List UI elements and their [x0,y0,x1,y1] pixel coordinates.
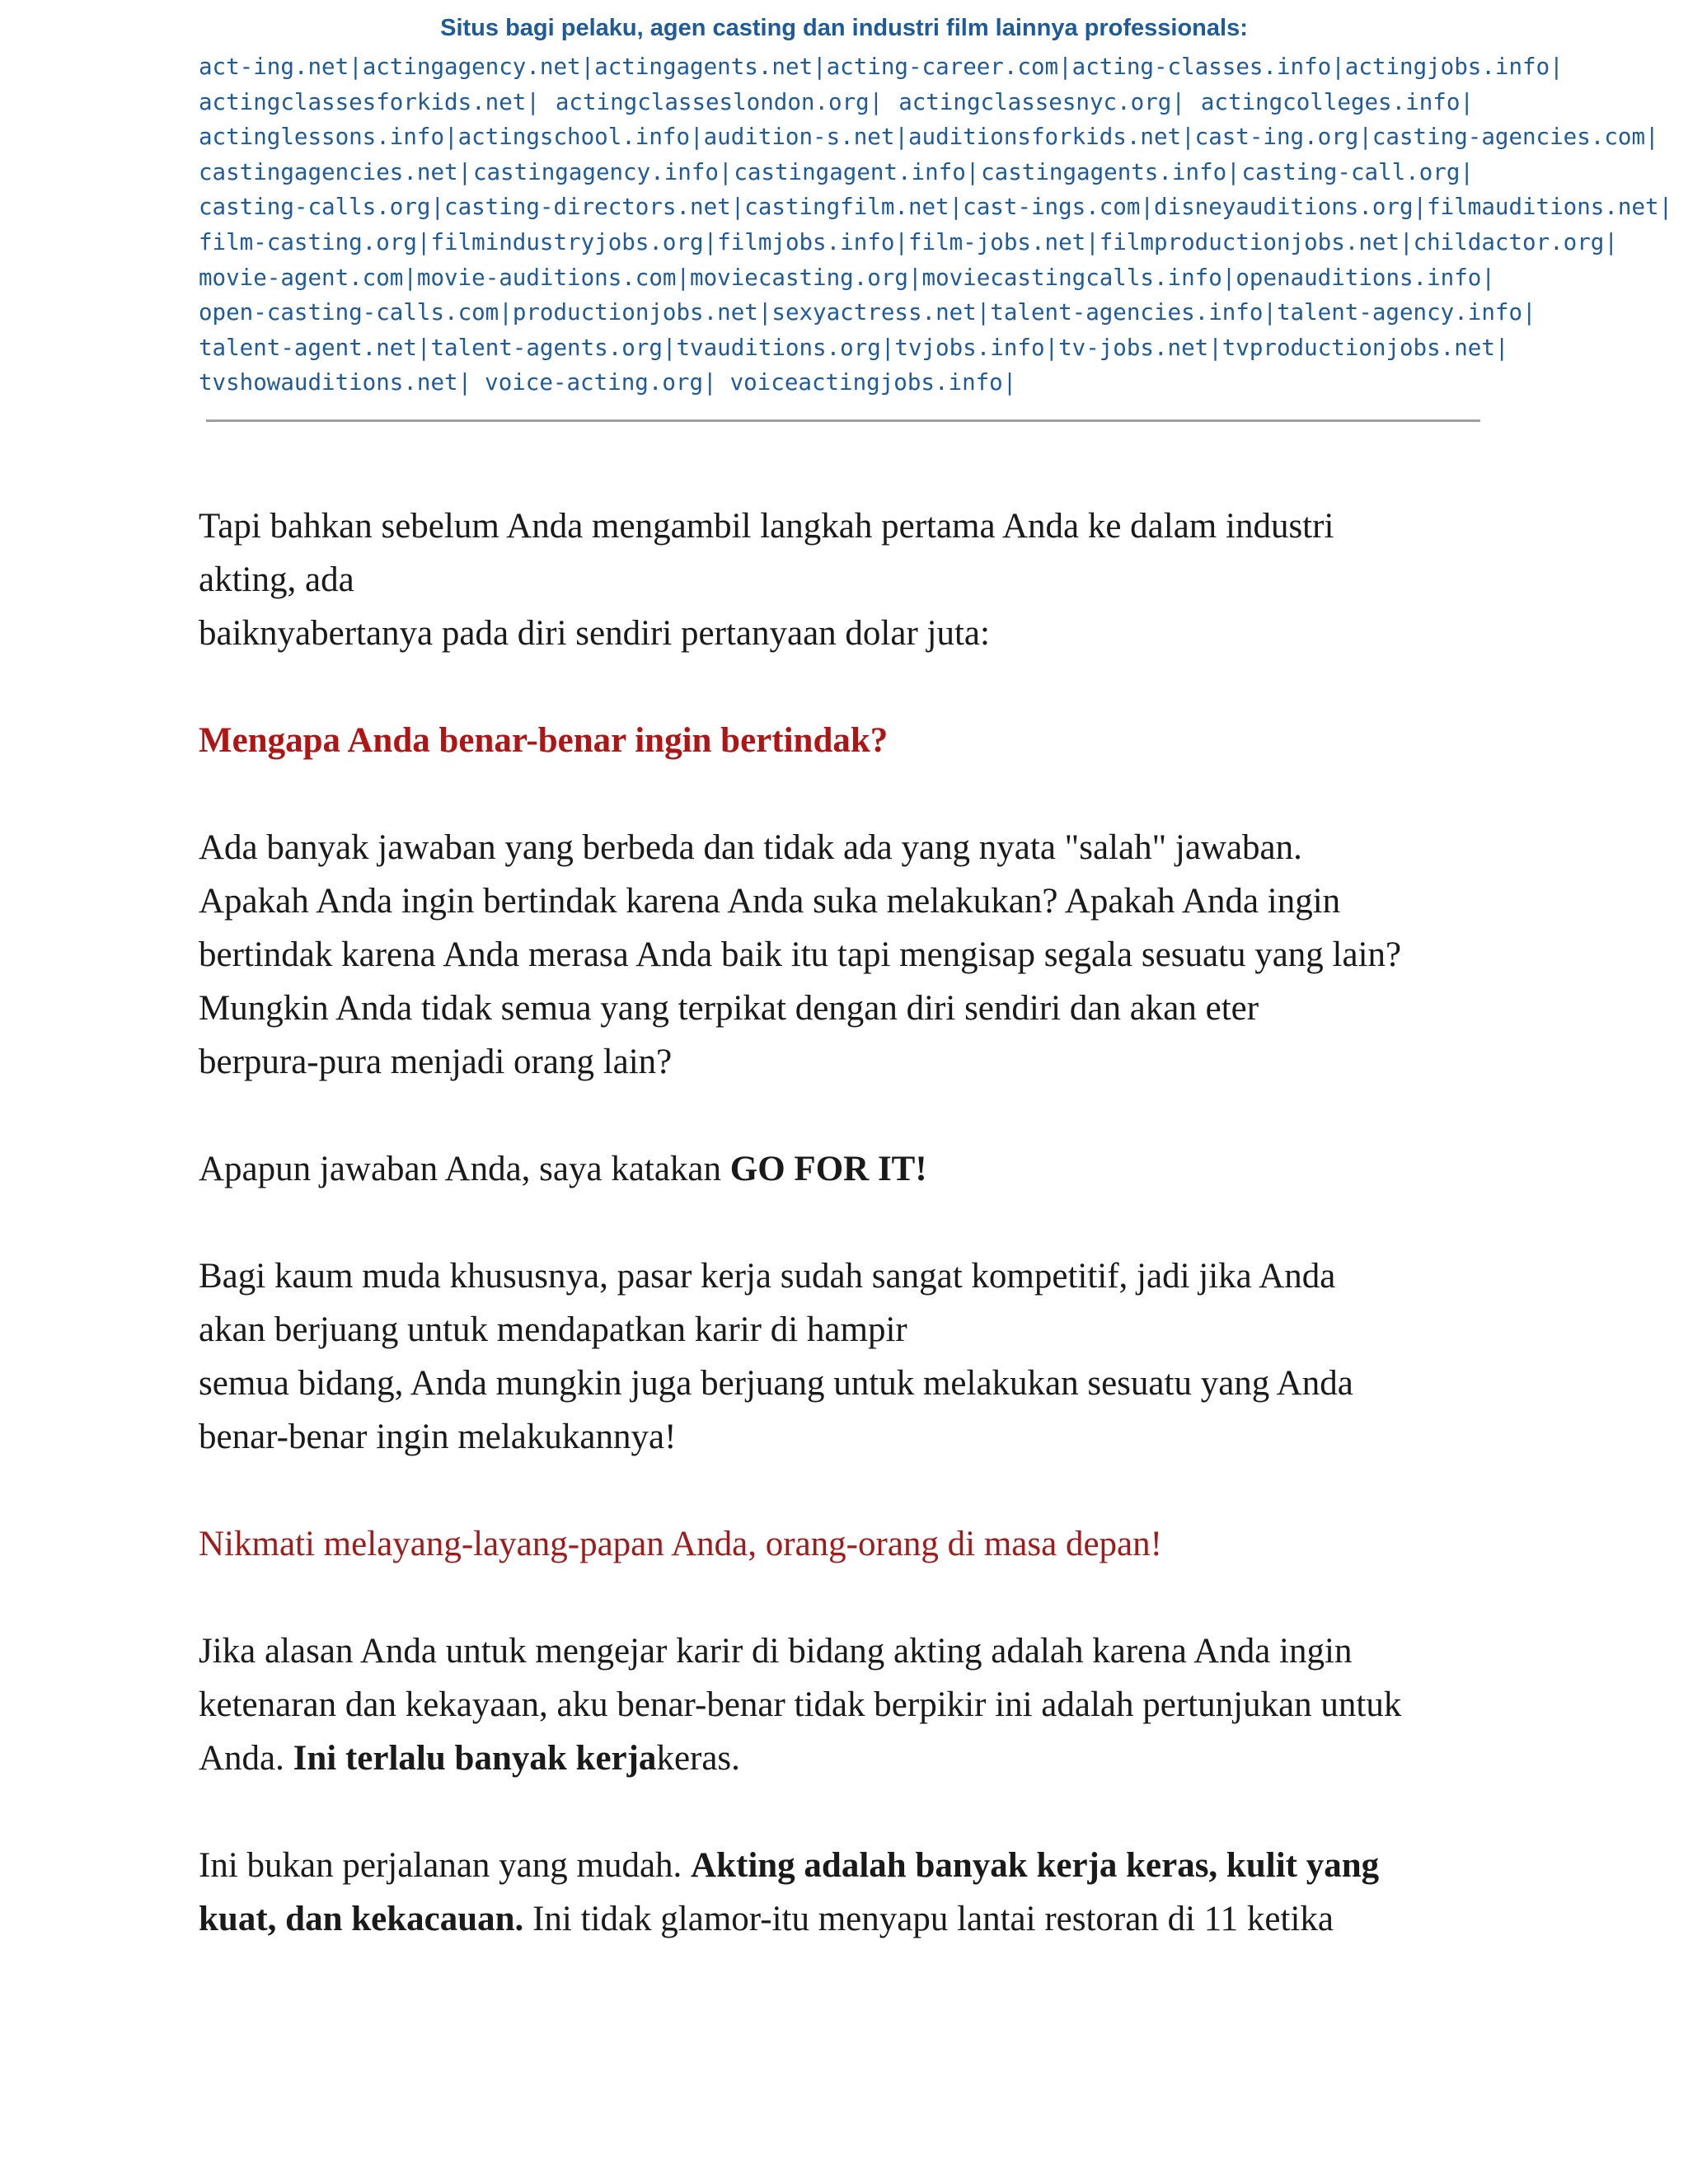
site-link[interactable]: sexyactress.net| [771,299,991,326]
site-link[interactable]: movie-auditions.com| [416,264,691,291]
site-link[interactable]: actingagents.net| [594,54,827,80]
intro-line-3: baiknyabertanya pada diri sendiri pertanyaan dolar juta: [199,614,990,653]
site-link[interactable]: casting-calls.org| [199,194,445,221]
site-link[interactable]: actingjobs.info| [1344,54,1564,80]
site-link[interactable]: actinglessons.info| [199,124,458,151]
site-link[interactable]: acting-career.com| [826,54,1072,80]
youth-paragraph [199,1249,1550,1464]
site-link[interactable]: tvauditions.org| [676,334,895,361]
site-link[interactable]: filmauditions.net| [1427,194,1673,221]
answers-line-4: Mungkin Anda tidak semua yang terpikat dengan diri sendiri dan akan eter [199,989,1259,1028]
link-row [199,365,1474,401]
article-body [199,499,1550,1946]
site-link[interactable]: moviecasting.org| [690,264,922,291]
youth-line-4: benar-benar ingin melakukannya! [199,1418,677,1456]
site-link[interactable]: tvjobs.info| [894,334,1059,361]
site-link[interactable]: tvproductionjobs.net| [1221,334,1509,361]
fame-line-3b: keras. [656,1739,740,1778]
answers-paragraph [199,821,1550,1089]
fame-paragraph [199,1624,1550,1785]
site-link[interactable]: tvshowauditions.net| [199,369,472,396]
intro-paragraph [199,499,1550,660]
site-link[interactable]: disneyauditions.org| [1153,194,1428,221]
site-link[interactable]: childactor.org| [1413,228,1618,255]
site-link[interactable]: acting-classes.info| [1071,54,1345,80]
link-row [199,190,1673,225]
horizontal-divider [206,419,1480,422]
link-row [199,260,1495,296]
site-link[interactable]: actingclassesnyc.org| [898,88,1185,115]
site-link[interactable]: talent-agencies.info| [990,299,1277,326]
site-link[interactable]: auditionsforkids.net| [907,124,1195,151]
link-row [199,295,1536,330]
site-link[interactable]: cast-ing.org| [1194,124,1372,151]
site-link[interactable]: actingschool.info| [457,124,704,151]
site-link[interactable]: actingcolleges.info| [1200,88,1474,115]
site-link[interactable]: moviecastingcalls.info| [921,264,1236,291]
site-link[interactable]: cast-ings.com| [963,194,1154,221]
site-link[interactable]: openauditions.info| [1236,264,1495,291]
go-for-it-bold: GO FOR IT! [729,1150,927,1188]
site-link[interactable]: actingagency.net| [362,54,595,80]
site-link[interactable]: voiceactingjobs.info| [729,369,1017,396]
link-row [199,120,1659,155]
section-heading: Mengapa Anda benar-benar ingin bertindak? [199,721,889,760]
go-for-it-paragraph [199,1142,1550,1196]
site-link[interactable]: casting-call.org| [1241,158,1474,185]
hard-work-line-2-bold: kuat, dan kekacauan. [199,1900,524,1938]
site-link[interactable]: casting-directors.net| [444,194,745,221]
link-row [199,330,1509,366]
answers-line-2: Apakah Anda ingin bertindak karena Anda suka melakukan? Apakah Anda ingin [199,882,1341,921]
site-link[interactable]: film-casting.org| [199,228,431,255]
site-link[interactable]: audition-s.net| [703,124,908,151]
fame-line-3a: Anda. [199,1739,293,1778]
site-link[interactable]: actingclasseslondon.org| [555,88,884,115]
answers-line-1: Ada banyak jawaban yang berbeda dan tidak ada yang nyata "salah" jawaban. [199,828,1302,867]
site-link[interactable]: filmjobs.info| [717,228,908,255]
youth-line-3: semua bidang, Anda mungkin juga berjuang untuk melakukan sesuatu yang Anda [199,1364,1353,1403]
intro-line-2: akting, ada [199,560,354,599]
site-link[interactable]: movie-agent.com| [199,264,417,291]
site-link[interactable]: talent-agent.net| [199,334,431,361]
hard-work-line-2b: Ini tidak glamor-itu menyapu lantai restoran di 11 ketika [523,1900,1334,1938]
answers-line-3: bertindak karena Anda merasa Anda baik itu tapi mengisap segala sesuatu yang lain? [199,935,1402,974]
site-link[interactable]: actingclassesforkids.net| [199,88,540,115]
site-link[interactable]: open-casting-calls.com| [199,299,513,326]
site-link[interactable]: castingagents.info| [981,158,1240,185]
answers-line-5: berpura-pura menjadi orang lain? [199,1043,673,1081]
site-link[interactable]: voice-acting.org| [485,369,717,396]
site-link[interactable]: talent-agents.org| [430,334,677,361]
site-link[interactable]: filmproductionjobs.net| [1099,228,1414,255]
link-row [199,155,1474,190]
site-link[interactable]: act-ing.net| [199,54,363,80]
hard-work-paragraph [199,1839,1550,1946]
hard-work-line-1a: Ini bukan perjalanan yang mudah. [199,1846,692,1885]
fame-line-2: ketenaran dan kekayaan, aku benar-benar tidak berpikir ini adalah pertunjukan untuk [199,1685,1402,1724]
fame-line-3-bold: Ini terlalu banyak kerja [293,1739,657,1778]
site-link[interactable]: castingagent.info| [734,158,980,185]
site-link[interactable]: castingagencies.net| [199,158,472,185]
site-link[interactable]: tv-jobs.net| [1058,334,1222,361]
casting-links-block [199,49,1673,401]
youth-line-1: Bagi kaum muda khususnya, pasar kerja sudah sangat kompetitif, jadi jika Anda [199,1257,1336,1296]
site-link[interactable]: castingagency.info| [472,158,733,185]
sites-header-title: Situs bagi pelaku, agen casting dan industri film lainnya professionals: [440,15,1248,41]
site-link[interactable]: productionjobs.net| [512,299,772,326]
link-row [199,85,1474,120]
go-for-it-text: Apapun jawaban Anda, saya katakan [199,1150,730,1188]
link-row [199,225,1618,260]
site-link[interactable]: castingfilm.net| [744,194,964,221]
site-link[interactable]: filmindustryjobs.org| [430,228,718,255]
site-link[interactable]: film-jobs.net| [907,228,1100,255]
fame-line-1: Jika alasan Anda untuk mengejar karir di bidang akting adalah karena Anda ingin [199,1632,1353,1671]
link-row [199,49,1564,85]
hard-work-line-1-bold: Akting adalah banyak kerja keras, kulit yang [691,1846,1380,1885]
site-link[interactable]: talent-agency.info| [1276,299,1536,326]
youth-line-2: akan berjuang untuk mendapatkan karir di hampir [199,1310,907,1349]
intro-line-1: Tapi bahkan sebelum Anda mengambil langkah pertama Anda ke dalam industri [199,507,1334,546]
site-link[interactable]: casting-agencies.com| [1372,124,1659,151]
red-tagline: Nikmati melayang-layang-papan Anda, orang-orang di masa depan! [199,1525,1162,1563]
